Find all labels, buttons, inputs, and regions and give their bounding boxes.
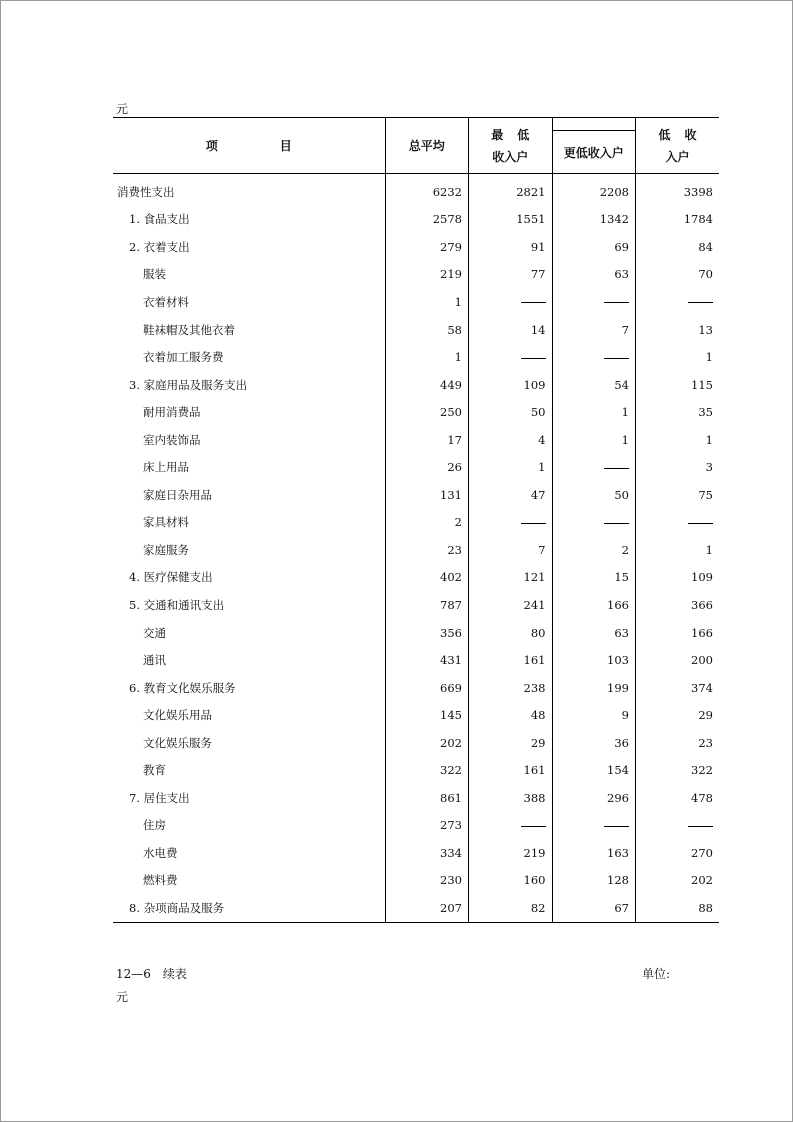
cell-total: 279	[385, 233, 469, 261]
cell-total: 219	[385, 261, 469, 289]
row-label: 服装	[143, 267, 166, 282]
cell-total: 356	[385, 619, 469, 647]
cell-total: 787	[385, 591, 469, 619]
cell-lower: 9	[552, 701, 636, 729]
cell-lowest: 14	[469, 316, 553, 344]
table-row	[113, 674, 719, 702]
cell-lowest: 241	[469, 591, 553, 619]
cell-lower: 163	[552, 839, 636, 867]
cell-lower	[552, 453, 636, 481]
header-lowest-line2: 收入户	[492, 149, 529, 164]
cell-low: 1	[636, 426, 720, 454]
cell-total: 1	[385, 343, 469, 371]
cell-low: 13	[636, 316, 720, 344]
row-label: 住房	[143, 818, 166, 833]
row-label: 文化娱乐服务	[143, 735, 212, 750]
dash-mark	[604, 523, 629, 524]
cell-low: 3398	[636, 174, 720, 206]
dash-mark	[604, 468, 629, 469]
cell-lowest: 160	[469, 867, 553, 895]
row-label: 文化娱乐用品	[143, 708, 212, 723]
cell-lowest: 388	[469, 784, 553, 812]
cell-lowest: 1	[469, 453, 553, 481]
row-label: 教育	[143, 763, 166, 778]
cell-lowest: 219	[469, 839, 553, 867]
cell-low: 200	[636, 646, 720, 674]
table-row	[113, 867, 719, 895]
cell-lowest: 238	[469, 674, 553, 702]
header-total: 总平均	[385, 118, 469, 174]
cell-total: 207	[385, 894, 469, 922]
dash-mark	[521, 302, 546, 303]
table-number: 12—6 续表	[116, 967, 187, 981]
cell-lowest: 91	[469, 233, 553, 261]
table-row	[113, 729, 719, 757]
cell-low: 75	[636, 481, 720, 509]
cell-lower: 1342	[552, 206, 636, 234]
row-label: 家庭服务	[143, 542, 189, 557]
cell-low: 3	[636, 453, 720, 481]
header-low-line2: 入户	[665, 149, 690, 164]
table-row	[113, 481, 719, 509]
dash-mark	[688, 302, 713, 303]
cell-low: 88	[636, 894, 720, 922]
header-item-a: 项	[205, 139, 218, 153]
cell-total: 2578	[385, 206, 469, 234]
table-row	[113, 701, 719, 729]
header-lowest-income	[469, 118, 553, 174]
row-label: 衣着加工服务费	[143, 350, 224, 365]
dash-mark	[521, 826, 546, 827]
table-row	[113, 756, 719, 784]
cell-lowest	[469, 812, 553, 840]
cell-total: 449	[385, 371, 469, 399]
cell-lowest: 4	[469, 426, 553, 454]
cell-lower: 166	[552, 591, 636, 619]
cell-total: 6232	[385, 174, 469, 206]
cell-total: 861	[385, 784, 469, 812]
cell-lower: 2	[552, 536, 636, 564]
row-label: 燃料费	[143, 873, 178, 888]
cell-lowest: 29	[469, 729, 553, 757]
cell-lowest: 2821	[469, 174, 553, 206]
header-item-b: 目	[279, 139, 292, 153]
cell-lower: 2208	[552, 174, 636, 206]
cell-lower: 50	[552, 481, 636, 509]
row-label: 6. 教育文化娱乐服务	[129, 680, 236, 695]
row-label: 室内装饰品	[143, 432, 201, 447]
table-row	[113, 536, 719, 564]
cell-lowest: 121	[469, 564, 553, 592]
row-label: 4. 医疗保健支出	[129, 570, 213, 585]
row-label: 水电费	[143, 845, 178, 860]
table-row	[113, 812, 719, 840]
cell-low	[636, 509, 720, 537]
cell-lower: 199	[552, 674, 636, 702]
cell-lower: 36	[552, 729, 636, 757]
dash-mark	[688, 826, 713, 827]
cell-low: 478	[636, 784, 720, 812]
cell-low: 1	[636, 343, 720, 371]
cell-lowest: 47	[469, 481, 553, 509]
header-low-income	[636, 118, 720, 174]
cell-lower: 63	[552, 619, 636, 647]
cell-lower: 63	[552, 261, 636, 289]
cell-lower: 128	[552, 867, 636, 895]
cell-lower	[552, 509, 636, 537]
table-body	[113, 174, 719, 923]
header-item	[113, 118, 385, 174]
cell-total: 334	[385, 839, 469, 867]
table-row	[113, 839, 719, 867]
cell-total: 26	[385, 453, 469, 481]
table-row	[113, 509, 719, 537]
row-label: 7. 居住支出	[129, 790, 190, 805]
table-row	[113, 453, 719, 481]
row-label: 消费性支出	[117, 184, 175, 199]
row-label: 通讯	[143, 653, 166, 668]
row-label: 床上用品	[143, 460, 189, 475]
row-label: 家具材料	[143, 515, 189, 530]
table-row	[113, 288, 719, 316]
cell-total: 431	[385, 646, 469, 674]
dash-mark	[521, 358, 546, 359]
cell-low: 374	[636, 674, 720, 702]
cell-low: 1	[636, 536, 720, 564]
cell-lowest: 48	[469, 701, 553, 729]
table-row	[113, 343, 719, 371]
table-header-row	[113, 118, 719, 174]
table-row	[113, 233, 719, 261]
table-row	[113, 174, 719, 206]
cell-total: 202	[385, 729, 469, 757]
cell-lowest: 82	[469, 894, 553, 922]
table-row	[113, 371, 719, 399]
row-label: 衣着材料	[143, 294, 189, 309]
cell-low: 84	[636, 233, 720, 261]
cell-total: 145	[385, 701, 469, 729]
cell-lower: 1	[552, 426, 636, 454]
cell-lowest	[469, 343, 553, 371]
header-lower-income	[552, 118, 636, 174]
cell-total: 58	[385, 316, 469, 344]
cell-total: 230	[385, 867, 469, 895]
cell-lowest: 161	[469, 756, 553, 784]
cell-total: 250	[385, 398, 469, 426]
header-low-line1: 低收	[658, 127, 711, 142]
cell-low: 1784	[636, 206, 720, 234]
cell-lowest: 7	[469, 536, 553, 564]
cell-low: 29	[636, 701, 720, 729]
cell-lower: 67	[552, 894, 636, 922]
cell-lower	[552, 812, 636, 840]
cell-total: 23	[385, 536, 469, 564]
dash-mark	[521, 523, 546, 524]
cell-lowest: 109	[469, 371, 553, 399]
row-label: 家庭日杂用品	[143, 487, 212, 502]
cell-low: 270	[636, 839, 720, 867]
cell-low: 166	[636, 619, 720, 647]
unit-label-top: 元	[116, 102, 129, 116]
row-label: 耐用消费品	[143, 405, 201, 420]
cell-low: 70	[636, 261, 720, 289]
cell-lower: 1	[552, 398, 636, 426]
cell-lower: 154	[552, 756, 636, 784]
dash-mark	[604, 302, 629, 303]
expenditure-table	[113, 117, 719, 923]
cell-total: 402	[385, 564, 469, 592]
cell-lowest: 80	[469, 619, 553, 647]
cell-total: 131	[385, 481, 469, 509]
unit-label: 单位:	[642, 967, 671, 981]
table-row	[113, 426, 719, 454]
table-row	[113, 619, 719, 647]
cell-lower: 69	[552, 233, 636, 261]
cell-lowest: 1551	[469, 206, 553, 234]
table-row	[113, 564, 719, 592]
cell-total: 669	[385, 674, 469, 702]
cell-low	[636, 812, 720, 840]
header-lowest-line1: 最低	[491, 127, 544, 142]
cell-lower: 15	[552, 564, 636, 592]
table-row	[113, 894, 719, 922]
row-label: 交通	[143, 625, 166, 640]
dash-mark	[688, 523, 713, 524]
cell-total: 1	[385, 288, 469, 316]
table-row	[113, 398, 719, 426]
unit-value: 元	[116, 990, 129, 1004]
table-row	[113, 591, 719, 619]
cell-low: 202	[636, 867, 720, 895]
row-label: 5. 交通和通讯支出	[129, 597, 225, 612]
cell-lowest	[469, 288, 553, 316]
cell-lowest	[469, 509, 553, 537]
cell-total: 322	[385, 756, 469, 784]
header-lower-label: 更低收入户	[563, 146, 624, 160]
cell-low: 115	[636, 371, 720, 399]
row-label: 1. 食品支出	[129, 212, 190, 227]
cell-low: 23	[636, 729, 720, 757]
cell-low: 35	[636, 398, 720, 426]
cell-low: 322	[636, 756, 720, 784]
cell-lower: 7	[552, 316, 636, 344]
cell-lower: 103	[552, 646, 636, 674]
header-divider-line	[553, 130, 636, 131]
cell-total: 273	[385, 812, 469, 840]
cell-low	[636, 288, 720, 316]
cell-lowest: 161	[469, 646, 553, 674]
table-row	[113, 206, 719, 234]
table-row	[113, 784, 719, 812]
cell-lower	[552, 343, 636, 371]
dash-mark	[604, 358, 629, 359]
cell-lowest: 77	[469, 261, 553, 289]
row-label: 2. 衣着支出	[129, 239, 190, 254]
table-row	[113, 316, 719, 344]
cell-lowest: 50	[469, 398, 553, 426]
cell-lower	[552, 288, 636, 316]
cell-lower: 54	[552, 371, 636, 399]
row-label: 3. 家庭用品及服务支出	[129, 377, 248, 392]
table-row	[113, 261, 719, 289]
dash-mark	[604, 826, 629, 827]
cell-total: 17	[385, 426, 469, 454]
row-label: 鞋袜帽及其他衣着	[143, 322, 235, 337]
cell-total: 2	[385, 509, 469, 537]
cell-low: 366	[636, 591, 720, 619]
cell-lower: 296	[552, 784, 636, 812]
row-label: 8. 杂项商品及服务	[113, 894, 385, 922]
cell-low: 109	[636, 564, 720, 592]
table-row	[113, 646, 719, 674]
